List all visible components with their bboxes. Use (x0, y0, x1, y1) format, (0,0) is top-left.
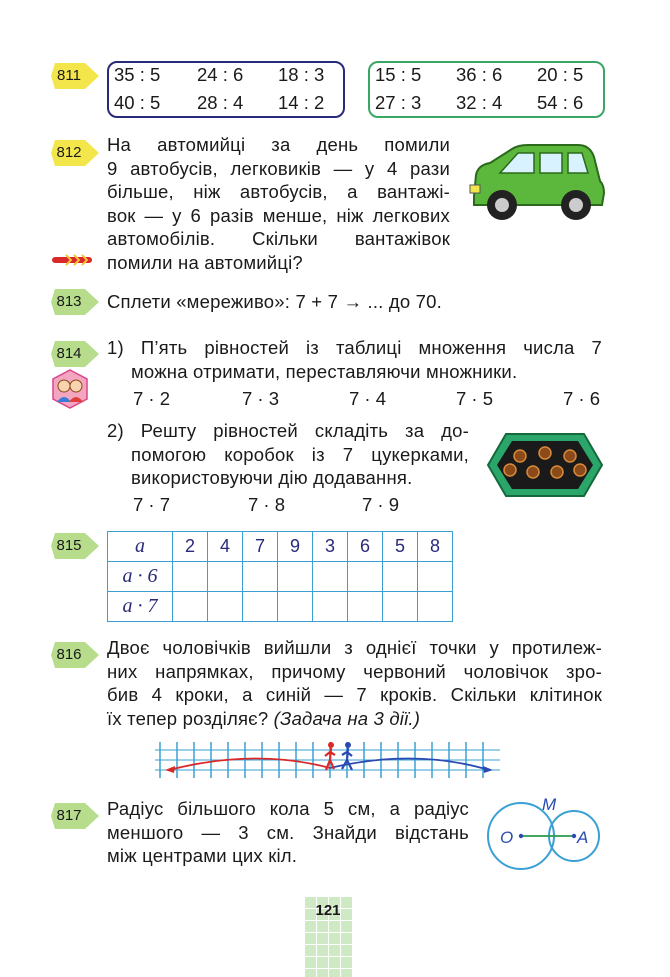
table-cell: 2 (173, 532, 208, 562)
expression: 18 : 3 (278, 64, 325, 85)
expression: 40 : 5 (114, 92, 161, 113)
expression: 20 : 5 (537, 64, 584, 85)
expression: 7 · 6 (563, 388, 601, 409)
pair-work-icon (52, 369, 88, 409)
answer-cell[interactable] (348, 592, 383, 622)
expression: 28 : 4 (197, 92, 244, 113)
table-row (108, 532, 453, 562)
answer-cell[interactable] (348, 562, 383, 592)
answer-cell[interactable] (173, 562, 208, 592)
answer-cell[interactable] (243, 562, 278, 592)
expression: 54 : 6 (537, 92, 584, 113)
answer-cell[interactable] (418, 592, 453, 622)
expression: 7 · 2 (133, 388, 171, 409)
expression: 7 · 5 (456, 388, 494, 409)
exercise-number-816: 816 (51, 640, 103, 670)
answer-cell[interactable] (313, 592, 348, 622)
row-label: a · 7 (108, 592, 173, 622)
exercise-817-text: Радіус більшого кола 5 см, а радіус меншого — 3 см. Знайди відстань між центрами цих кіл. (107, 798, 469, 866)
circles-diagram (485, 794, 605, 870)
expression: 7 · 3 (242, 388, 280, 409)
expression: 14 : 2 (278, 92, 325, 113)
steps-grid-diagram (155, 740, 500, 780)
answer-cell[interactable] (418, 562, 453, 592)
exercise-number-813: 813 (51, 287, 103, 317)
expression: 27 : 3 (375, 92, 422, 113)
table-cell: 7 (243, 532, 278, 562)
label-o: O (500, 828, 514, 847)
table-row (108, 592, 453, 622)
exercise-812-text: На автомийці за день помили 9 автобусів, легковиків — у 4 рази більше, ніж автобусів, а вантажі- вок — у 6 разів менше, ніж легкових автомобілів. Скільки вантажівок помили на автомийці? (107, 134, 450, 273)
answer-cell[interactable] (278, 562, 313, 592)
table-cell: 6 (348, 532, 383, 562)
expression: 7 · 4 (349, 388, 387, 409)
page-number: 121 (315, 902, 341, 919)
expression: 32 : 4 (456, 92, 503, 113)
red-arrows-icon (52, 253, 94, 267)
exercise-814-part2: 2) Решту рівностей складіть за до- помогою коробок із 7 цукерками, використовуючи дію додавання. (107, 420, 469, 488)
row-label: a · 6 (108, 562, 173, 592)
table-cell: 4 (208, 532, 243, 562)
multiplication-table (107, 531, 453, 622)
exercise-number-811: 811 (51, 61, 103, 91)
green-car-icon (466, 141, 606, 225)
table-cell: 3 (313, 532, 348, 562)
exercise-number-814: 814 (51, 339, 103, 369)
expression: 24 : 6 (197, 64, 244, 85)
exercise-number-815: 815 (51, 531, 103, 561)
expression: 7 · 7 (133, 494, 171, 515)
exercise-number-817: 817 (51, 801, 103, 831)
candy-box-icon (486, 432, 604, 498)
row-label: a (108, 532, 173, 562)
exercise-814-part1: 1) П’ять рівностей із таблиці множення числа 7 можна отримати, переставляючи множники. (107, 337, 602, 382)
expression: 7 · 9 (362, 494, 400, 515)
expression: 36 : 6 (456, 64, 503, 85)
exercise-813-text: Сплети «мереживо»: 7 + 7 → ... до 70. (107, 291, 442, 312)
label-m: M (542, 795, 557, 814)
exercise-816-text: Двоє чоловічків вийшли з однієї точки у протилеж- них напрямках, причому червоний чоловічок зро- бив 4 кроки, а синій — 7 кроків. Скільки клітинок їх тепер розділяє? (Задача на 3 дії.) (107, 637, 602, 729)
answer-cell[interactable] (243, 592, 278, 622)
label-a: A (577, 828, 589, 847)
table-cell: 9 (278, 532, 313, 562)
table-row (108, 562, 453, 592)
table-cell: 8 (418, 532, 453, 562)
answer-cell[interactable] (173, 592, 208, 622)
answer-cell[interactable] (208, 562, 243, 592)
exercise-number-812: 812 (51, 138, 103, 168)
expression: 35 : 5 (114, 64, 161, 85)
answer-cell[interactable] (383, 592, 418, 622)
expression: 15 : 5 (375, 64, 422, 85)
answer-cell[interactable] (313, 562, 348, 592)
expression: 7 · 8 (248, 494, 286, 515)
answer-cell[interactable] (383, 562, 418, 592)
answer-cell[interactable] (278, 592, 313, 622)
answer-cell[interactable] (208, 592, 243, 622)
table-cell: 5 (383, 532, 418, 562)
